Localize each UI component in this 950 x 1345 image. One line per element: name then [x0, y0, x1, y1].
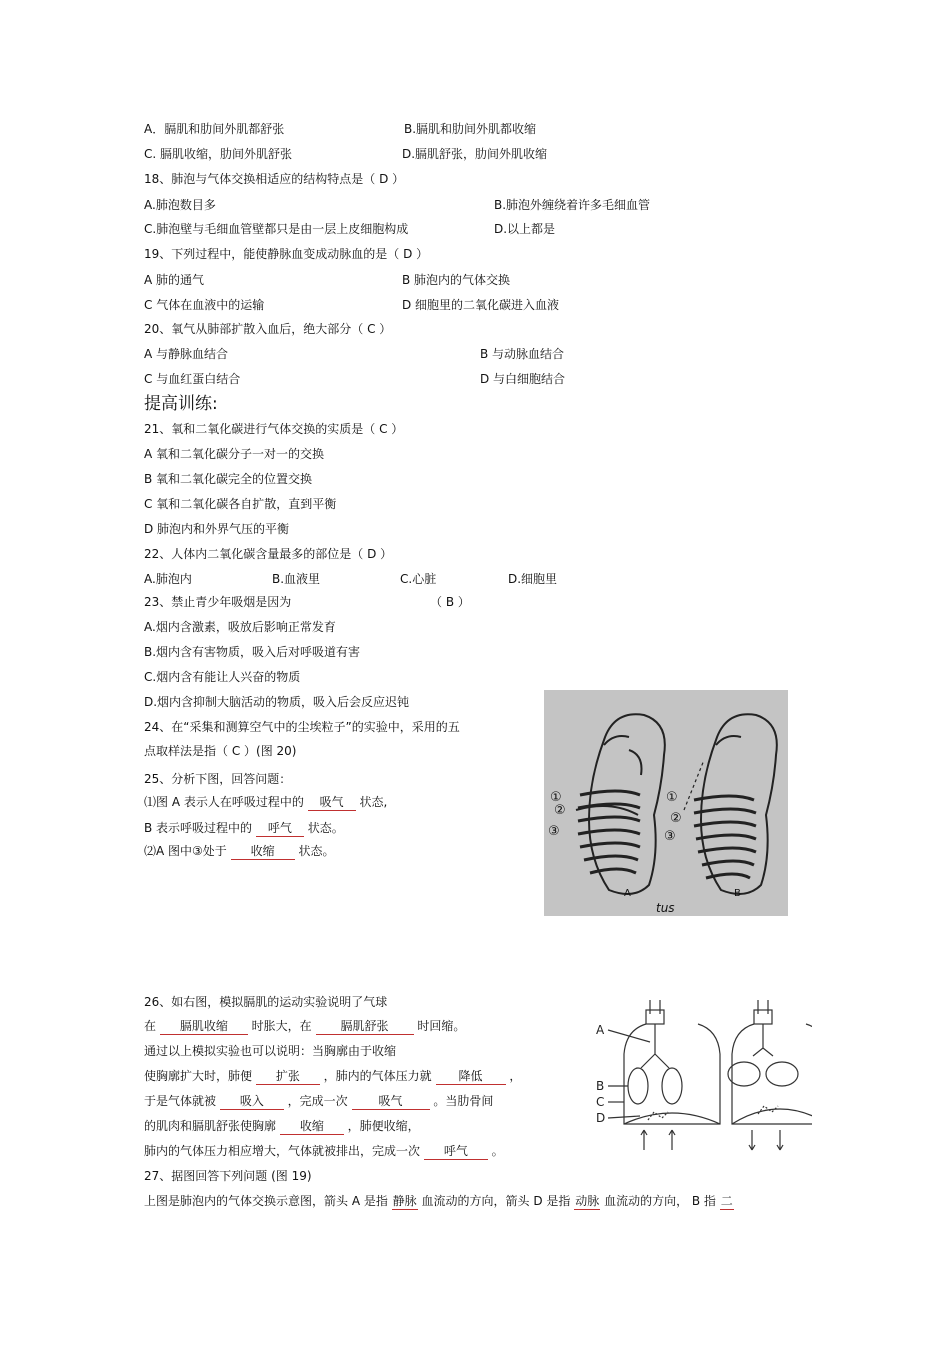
q25-part2-prefix: B 表示呼吸过程中的	[144, 821, 253, 835]
q27-mid2: 血流动的方向， B 指	[604, 1194, 716, 1208]
q17-option-a: A．膈肌和肋间外肌都舒张	[144, 122, 285, 136]
q25-part1-answer: 吸气	[308, 794, 356, 811]
q17-option-c: C. 膈肌收缩，肋间外肌舒张	[144, 147, 293, 161]
q26-answer-7: 收缩	[280, 1118, 344, 1135]
fig1-label-2a: ②	[554, 803, 566, 818]
q26-line5	[144, 1118, 420, 1135]
q27-answer-1: 静脉	[392, 1194, 417, 1208]
fig1-label-A: A	[624, 888, 631, 899]
q22-option-c: C.心脏	[400, 572, 437, 586]
question-20: 20、氧气从肺部扩散入血后，绝大部分（ C ）	[144, 322, 392, 336]
question-24-line1: 24、在“采集和测算空气中的尘埃粒子”的实验中，采用的五	[144, 720, 460, 734]
fig2-label-A: A	[596, 1023, 605, 1037]
question-25: 25、分析下图，回答问题：	[144, 772, 292, 786]
question-22: 22、人体内二氧化碳含量最多的部位是（ D ）	[144, 547, 393, 561]
bell-jar-diagram	[588, 990, 812, 1158]
q23-option-a: A.烟内含激素，吸放后影响正常发育	[144, 620, 336, 634]
q27-line	[144, 1193, 734, 1210]
q21-option-b: B 氧和二氧化碳完全的位置交换	[144, 472, 313, 486]
q26-line6-suffix: 。	[491, 1144, 504, 1158]
fig2-label-C: C	[596, 1095, 605, 1109]
q26-answer-5: 吸入	[220, 1093, 284, 1110]
q25-part2	[144, 820, 344, 837]
q26-line1	[144, 1018, 465, 1035]
q26-answer-8: 呼气	[424, 1143, 488, 1160]
q26-line4-prefix: 于是气体就被	[144, 1094, 217, 1108]
question-24-line2: 点取样法是指（ C ）(图 20)	[144, 744, 297, 758]
q20-option-d: D 与白细胞结合	[480, 372, 566, 386]
q21-option-a: A 氧和二氧化碳分子一对一的交换	[144, 447, 325, 461]
bell-jar-svg	[588, 990, 812, 1158]
q25-part1-prefix: ⑴图 A 表示人在呼吸过程中的	[144, 795, 304, 809]
fig1-label-3a: ③	[548, 824, 560, 839]
q26-line3	[144, 1068, 521, 1085]
q26-answer-3: 扩张	[256, 1068, 320, 1085]
q27-mid1: 血流动的方向，箭头 D 是指	[421, 1194, 571, 1208]
q25-part3-prefix: ⑵A 图中③处于	[144, 844, 227, 858]
q22-option-a: A.肺泡内	[144, 572, 192, 586]
q26-line6	[144, 1143, 504, 1160]
q17-option-d: D.膈肌舒张，肋间外肌收缩	[402, 147, 548, 161]
question-19: 19、下列过程中，能使静脉血变成动脉血的是（ D ）	[144, 247, 429, 261]
fig1-label-1a: ①	[550, 790, 562, 805]
fig1-label-3b: ③	[664, 829, 676, 844]
q25-part3-suffix: 状态。	[298, 844, 335, 858]
q17-option-b: B.膈肌和肋间外肌都收缩	[404, 122, 537, 136]
question-26: 26、如右图，模拟膈肌的运动实验说明了气球	[144, 995, 388, 1009]
fig1-signature: tus	[656, 901, 675, 915]
q26-line1-mid: 时胀大，在	[251, 1019, 312, 1033]
q23-answer: （ B ）	[430, 595, 470, 609]
q26-answer-2: 膈肌舒张	[316, 1018, 414, 1035]
q22-option-d: D.细胞里	[508, 572, 558, 586]
q23-option-c: C.烟内含有能让人兴奋的物质	[144, 670, 301, 684]
q23-option-b: B.烟内含有害物质，吸入后对呼吸道有害	[144, 645, 361, 659]
q26-line3-mid: ，肺内的气体压力就	[323, 1069, 432, 1083]
fig1-label-B: B	[734, 888, 741, 899]
q26-line5-suffix: ，肺便收缩，	[347, 1119, 420, 1133]
fig2-label-D: D	[596, 1111, 606, 1125]
fig1-label-2b: ②	[670, 811, 682, 826]
q25-part2-suffix: 状态。	[307, 821, 344, 835]
q25-part1-suffix: 状态,	[359, 795, 388, 809]
q22-option-b: B.血液里	[272, 572, 321, 586]
q26-line4-suffix: 。当肋骨间	[433, 1094, 494, 1108]
question-23: 23、禁止青少年吸烟是因为	[144, 595, 292, 609]
fig2-label-B: B	[596, 1079, 605, 1093]
q25-part1	[144, 794, 387, 811]
q20-option-a: A 与静脉血结合	[144, 347, 229, 361]
q26-line4-mid: ，完成一次	[287, 1094, 348, 1108]
q20-option-c: C 与血红蛋白结合	[144, 372, 241, 386]
question-18: 18、肺泡与气体交换相适应的结构特点是（ D ）	[144, 172, 405, 186]
q26-line2: 通过以上模拟实验也可以说明：当胸廓由于收缩	[144, 1044, 397, 1058]
q25-part3	[144, 843, 334, 860]
q20-option-b: B 与动脉血结合	[480, 347, 565, 361]
q18-option-b: B.肺泡外缠绕着许多毛细血管	[494, 198, 651, 212]
q26-line5-prefix: 的肌肉和膈肌舒张使胸廓	[144, 1119, 277, 1133]
q26-line3-suffix: ，	[509, 1069, 522, 1083]
q18-option-c: C.肺泡壁与毛细血管壁都只是由一层上皮细胞构成	[144, 222, 409, 236]
q26-line1-suffix: 时回缩。	[417, 1019, 466, 1033]
q19-option-a: A 肺的通气	[144, 273, 205, 287]
q26-line6-prefix: 肺内的气体压力相应增大，气体就被排出，完成一次	[144, 1144, 421, 1158]
breathing-diagram	[544, 690, 788, 916]
q26-line4	[144, 1093, 493, 1110]
q19-option-b: B 肺泡内的气体交换	[402, 273, 511, 287]
q26-line3-prefix: 使胸廓扩大时，肺便	[144, 1069, 253, 1083]
q26-answer-6: 吸气	[352, 1093, 430, 1110]
q26-line1-prefix: 在	[144, 1019, 157, 1033]
breathing-diagram-svg	[544, 690, 788, 916]
q25-part3-answer: 收缩	[231, 843, 295, 860]
q25-part2-answer: 呼气	[256, 820, 304, 837]
q27-prefix: 上图是肺泡内的气体交换示意图，箭头 A 是指	[144, 1194, 388, 1208]
q23-option-d: D.烟内含抑制大脑活动的物质，吸入后会反应迟钝	[144, 695, 410, 709]
q26-answer-4: 降低	[436, 1068, 506, 1085]
q18-option-d: D.以上都是	[494, 222, 556, 236]
fig1-label-1b: ①	[666, 790, 678, 805]
q27-answer-3: 二	[720, 1194, 733, 1208]
q21-option-d: D 肺泡内和外界气压的平衡	[144, 522, 290, 536]
q18-option-a: A.肺泡数目多	[144, 198, 216, 212]
q26-answer-1: 膈肌收缩	[160, 1018, 248, 1035]
q19-option-c: C 气体在血液中的运输	[144, 298, 265, 312]
q27-answer-2: 动脉	[575, 1194, 600, 1208]
question-21: 21、氧和二氧化碳进行气体交换的实质是（ C ）	[144, 422, 404, 436]
section-heading: 提高训练:	[144, 394, 218, 414]
q21-option-c: C 氧和二氧化碳各自扩散，直到平衡	[144, 497, 337, 511]
question-27: 27、据图回答下列问题 (图 19)	[144, 1169, 312, 1183]
q19-option-d: D 细胞里的二氧化碳进入血液	[402, 298, 560, 312]
